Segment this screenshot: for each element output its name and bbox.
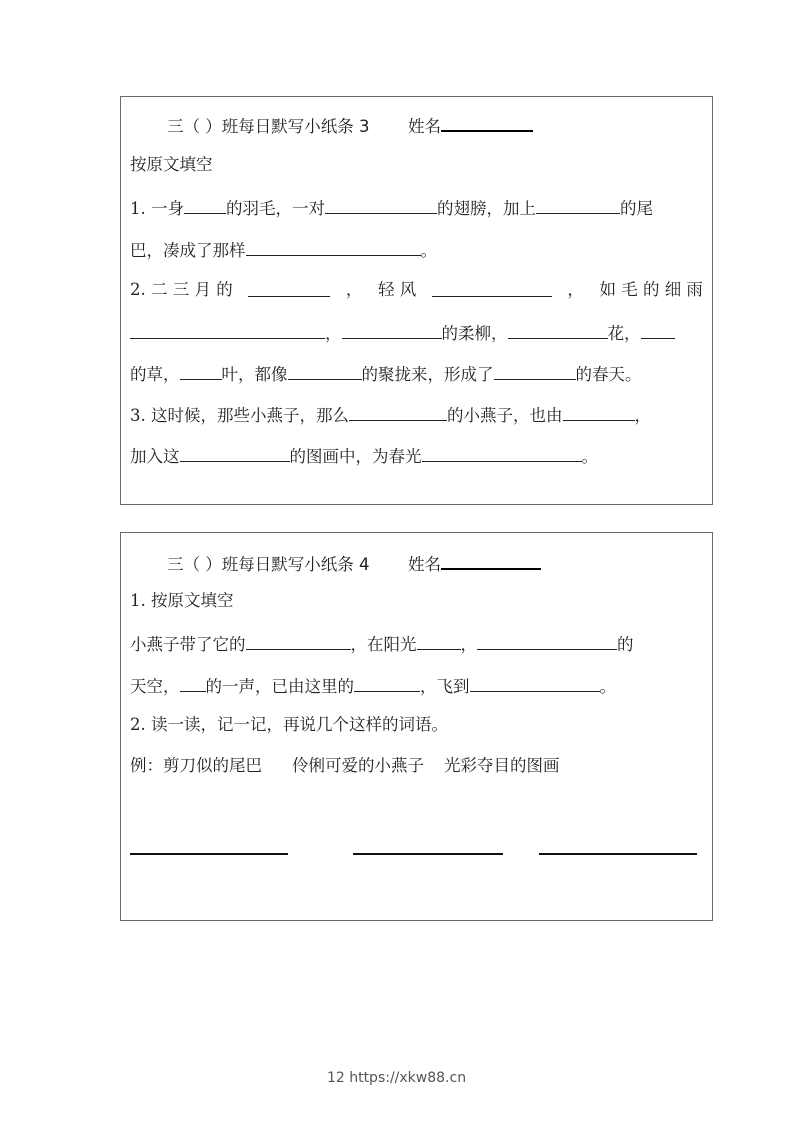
instruction: 按原文填空	[130, 155, 213, 174]
blank[interactable]	[180, 363, 222, 380]
question-3-line-1: 3. 这时候，那些小燕子，那么 的小燕子，也由 ，	[130, 406, 651, 425]
blank[interactable]	[246, 633, 351, 650]
question-3-line-2: 加入这 的图画中，为春光 。	[130, 447, 598, 466]
question-1-line-1: 小燕子带了它的 ，在阳光 ， 的	[130, 635, 634, 654]
blank[interactable]	[342, 322, 442, 339]
slip-title	[167, 551, 703, 575]
slip-title	[167, 113, 703, 137]
name-label: 姓名	[408, 117, 441, 136]
question-1-line-1: 1. 一身 的羽毛，一对 的翅膀，加上 的尾	[130, 199, 653, 218]
name-field[interactable]	[441, 551, 541, 570]
name-field[interactable]	[441, 113, 533, 132]
question-2-line-1: 2. 二 三 月 的 ， 轻 风 ， 如 毛 的 细 雨	[130, 280, 703, 299]
blank[interactable]	[536, 197, 620, 214]
question-1-label: 1. 按原文填空	[130, 591, 234, 610]
example-item: 伶俐可爱的小燕子	[292, 756, 424, 775]
title-text: 三（ ）班每日默写小纸条 4	[167, 555, 370, 574]
question-1-line-2: 巴，凑成了那样 。	[130, 241, 437, 260]
blank[interactable]	[184, 197, 226, 214]
name-label: 姓名	[408, 555, 441, 574]
blank[interactable]	[417, 633, 461, 650]
blank[interactable]	[180, 675, 206, 692]
question-1-line-2: 天空， 的一声，已由这里的 ，飞到 。	[130, 677, 616, 696]
blank[interactable]	[508, 322, 608, 339]
question-2-line-2: ， 的柔柳， 花，	[130, 322, 703, 344]
question-2-label: 2. 读一读，记一记，再说几个这样的词语。	[130, 715, 448, 734]
question-2-line-3: 的草， 叶，都像 的聚拢来，形成了 的春天。	[130, 365, 642, 384]
blank[interactable]	[246, 239, 421, 256]
example-item: 剪刀似的尾巴	[163, 756, 262, 775]
blank[interactable]	[288, 363, 362, 380]
blank[interactable]	[563, 404, 635, 421]
answer-line-3[interactable]	[539, 853, 697, 855]
blank[interactable]	[477, 633, 617, 650]
blank[interactable]	[248, 280, 330, 297]
blank[interactable]	[422, 445, 582, 462]
example-item: 光彩夺目的图画	[444, 756, 560, 775]
dictation-slip-4	[120, 532, 713, 921]
blank[interactable]	[470, 675, 600, 692]
blank[interactable]	[432, 280, 552, 297]
title-text: 三（ ）班每日默写小纸条 3	[167, 117, 370, 136]
example-line: 例：剪刀似的尾巴 伶俐可爱的小燕子 光彩夺目的图画	[130, 756, 560, 775]
blank[interactable]	[130, 322, 325, 339]
blank[interactable]	[180, 445, 290, 462]
blank[interactable]	[354, 675, 420, 692]
answer-line-1[interactable]	[130, 853, 288, 855]
answer-line-2[interactable]	[353, 853, 503, 855]
blank[interactable]	[641, 322, 675, 339]
blank[interactable]	[325, 197, 437, 214]
blank[interactable]	[349, 404, 447, 421]
page-footer: 12 https://xkw88.cn	[326, 1070, 467, 1086]
blank[interactable]	[494, 363, 576, 380]
dictation-slip-3	[120, 96, 713, 505]
